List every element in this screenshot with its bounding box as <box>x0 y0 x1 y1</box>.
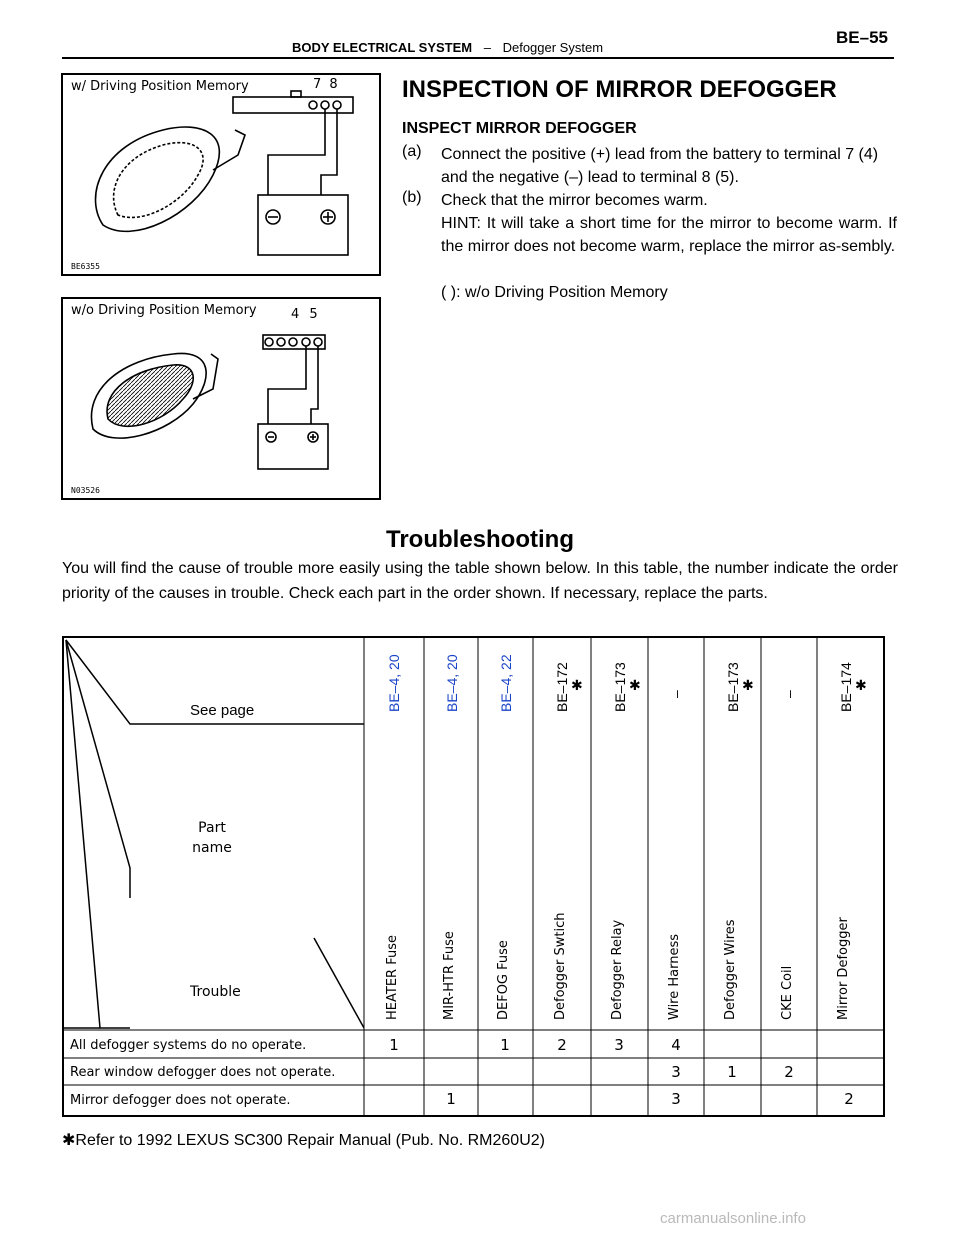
part-cke-coil: CKE Coil <box>780 965 795 1020</box>
part-name-label: Part name <box>192 820 232 856</box>
table-cell: 3 <box>671 1090 681 1108</box>
part-heater-fuse: HEATER Fuse <box>385 935 400 1020</box>
header-separator: – <box>483 40 491 55</box>
column-ref-harness: – <box>668 690 684 698</box>
trouble-row-all: All defogger systems do no operate. <box>70 1038 307 1053</box>
inspection-subtitle: INSPECT MIRROR DEFOGGER <box>402 120 637 137</box>
star-marker: ✱ <box>571 677 583 693</box>
section-name: BODY ELECTRICAL SYSTEM <box>292 40 473 55</box>
table-cell: 2 <box>784 1063 794 1081</box>
part-defogger-switch: Defogger Swtich <box>553 912 568 1020</box>
part-defogger-relay: Defogger Relay <box>610 919 625 1020</box>
part-wire-harness: Wire Harness <box>667 933 682 1020</box>
table-cell: 1 <box>389 1036 399 1054</box>
terminal-numbers: 7 8 <box>313 77 340 92</box>
figure-without-memory <box>61 297 381 500</box>
figure-label: w/o Driving Position Memory <box>71 303 257 318</box>
column-ref-switch: BE–172 <box>554 662 570 712</box>
table-cell: 1 <box>727 1063 737 1081</box>
mirror-wiring-diagram <box>63 299 379 498</box>
column-ref-defog: BE–4, 22 <box>498 654 514 712</box>
step-b-text: Check that the mirror becomes warm. <box>441 192 708 209</box>
memory-note: ( ): w/o Driving Position Memory <box>441 284 668 301</box>
step-a-text: Connect the positive (+) lead from the battery to terminal 7 (4) and the negative (–) lead to terminal 8 (5). <box>441 146 879 186</box>
figure-code: N03526 <box>71 486 100 495</box>
footnote <box>62 1130 545 1150</box>
inspection-title: INSPECTION OF MIRROR DEFOGGER <box>402 76 837 103</box>
trouble-row-rear: Rear window defogger does not operate. <box>70 1065 336 1080</box>
part-mirror-defogger: Mirror Defogger <box>836 917 851 1020</box>
header-rule <box>62 57 894 59</box>
step-a-label: (a) <box>402 143 422 160</box>
troubleshooting-title: Troubleshooting <box>386 526 574 553</box>
table-cell: 2 <box>844 1090 854 1108</box>
column-ref-mirror: BE–174 <box>838 662 854 712</box>
page-number: BE–55 <box>836 28 888 47</box>
figure-with-memory <box>61 73 381 276</box>
mirror-wiring-diagram <box>63 75 379 274</box>
star-marker: ✱ <box>62 1132 76 1149</box>
column-ref-wires: BE–173 <box>725 662 741 712</box>
see-page-label: See page <box>190 702 255 719</box>
column-ref-coil: – <box>781 690 797 698</box>
part-defogger-wires: Defogger Wires <box>723 919 738 1020</box>
star-marker: ✱ <box>742 677 754 693</box>
part-defog-fuse: DEFOG Fuse <box>496 940 511 1020</box>
star-marker: ✱ <box>855 677 867 693</box>
figure-label: w/ Driving Position Memory <box>71 79 249 94</box>
table-cell: 4 <box>671 1036 681 1054</box>
figure-code: BE6355 <box>71 262 100 271</box>
column-ref-mir-htr: BE–4, 20 <box>444 654 460 712</box>
star-marker: ✱ <box>629 677 641 693</box>
column-ref-relay: BE–173 <box>612 662 628 712</box>
subsection-name: Defogger System <box>502 40 604 55</box>
part-mir-htr-fuse: MIR-HTR Fuse <box>442 931 457 1020</box>
step-b-label: (b) <box>402 189 422 206</box>
footnote-text: Refer to 1992 LEXUS SC300 Repair Manual (Pub. No. RM260U2) <box>75 1132 545 1149</box>
table-cell: 1 <box>446 1090 456 1108</box>
trouble-row-mirror: Mirror defogger does not operate. <box>70 1093 291 1108</box>
section-header <box>292 40 603 55</box>
troubleshooting-table <box>62 636 885 1117</box>
watermark: carmanualsonline.info <box>660 1210 806 1227</box>
troubleshooting-intro: You will find the cause of trouble more easily using the table shown below. In this table, the number indicate the order priority of the causes in trouble. Check each part in the order shown. If necessary, replace the parts. <box>62 560 898 602</box>
table-cell: 1 <box>500 1036 510 1054</box>
column-ref-heater: BE–4, 20 <box>386 654 402 712</box>
table-cell: 3 <box>614 1036 624 1054</box>
trouble-label: Trouble <box>190 984 241 1000</box>
table-cell: 2 <box>557 1036 567 1054</box>
terminal-numbers: 4 5 <box>291 307 321 322</box>
hint-text: HINT: It will take a short time for the mirror to become warm. If the mirror does not become warm, replace the mirror as-sembly. <box>441 215 897 255</box>
table-cell: 3 <box>671 1063 681 1081</box>
